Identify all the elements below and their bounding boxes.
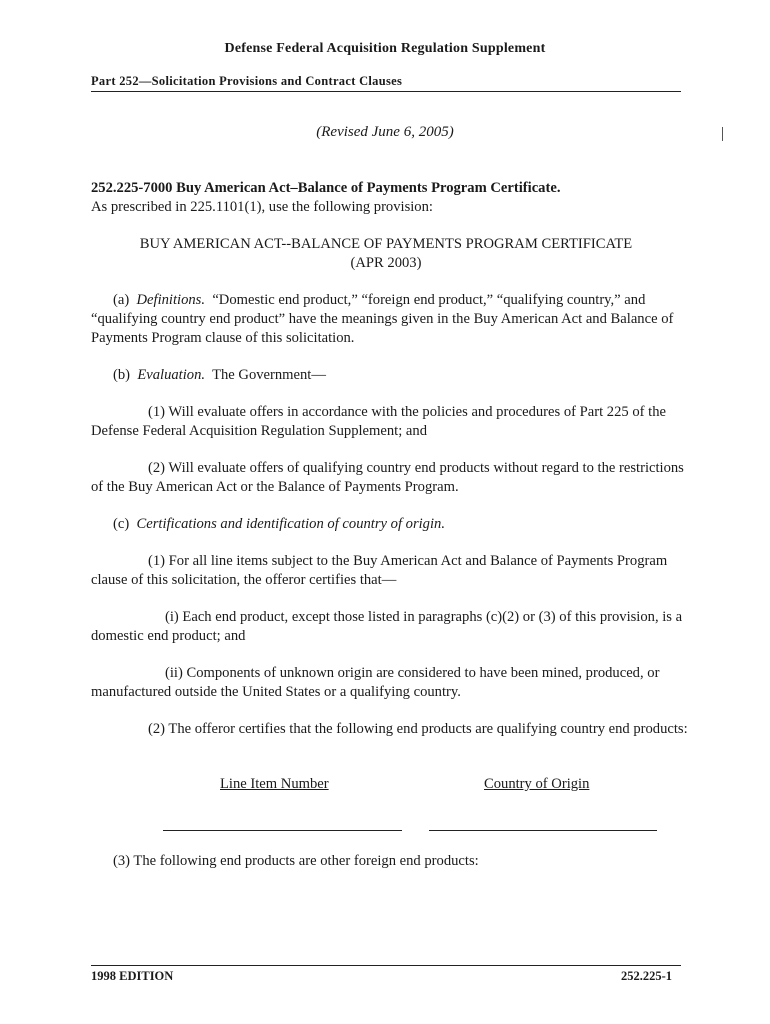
paragraph-b1: (1) Will evaluate offers in accordance with the policies and procedures of Part 225 of the Defense Federal Acquisition Regulation Supplement; and xyxy=(91,404,666,439)
column-header-line-item: Line Item Number xyxy=(220,776,329,792)
footer-divider xyxy=(91,965,681,966)
paragraph-a-text: “Domestic end product,” “foreign end product,” “qualifying country,” and “qualifying country end product” have the meanings given in the Buy American Act and Balance of Payments Program clause of this solicitation. xyxy=(91,292,674,346)
document-title: Defense Federal Acquisition Regulation Supplement xyxy=(224,41,546,56)
revision-date: (Revised June 6, 2005) xyxy=(316,124,454,140)
paragraph-c2: (2) The offeror certifies that the following end products are qualifying country end products: xyxy=(148,721,688,737)
footer-edition: 1998 EDITION xyxy=(91,969,174,983)
section-title: 252.225-7000 Buy American Act–Balance of Payments Program Certificate. xyxy=(91,180,561,196)
paragraph-c-heading: Certifications and identification of country of origin. xyxy=(136,516,445,532)
paragraph-c xyxy=(91,515,691,534)
paragraph-b xyxy=(91,366,691,385)
provision-title-line1: BUY AMERICAN ACT--BALANCE OF PAYMENTS PROGRAM CERTIFICATE xyxy=(139,236,633,252)
paragraph-b-text: The Government— xyxy=(212,367,326,383)
header-divider xyxy=(91,91,681,92)
paragraph-c1-ii: (ii) Components of unknown origin are considered to have been mined, produced, or manufactured outside the United States or a qualifying country. xyxy=(91,665,660,700)
paragraph-a xyxy=(91,291,691,348)
section-heading xyxy=(91,179,691,217)
section-prescription: As prescribed in 225.1101(1), use the following provision: xyxy=(91,199,433,215)
paragraph-a-label: (a) xyxy=(113,292,130,308)
paragraph-c1-i: (i) Each end product, except those listed in paragraphs (c)(2) or (3) of this provision, is a domestic end product; and xyxy=(91,609,683,644)
paragraph-c3: (3) The following end products are other foreign end products: xyxy=(113,853,479,869)
column-header-country: Country of Origin xyxy=(484,776,590,792)
paragraph-b-heading: Evaluation. xyxy=(137,367,206,383)
country-fill-line xyxy=(429,830,657,831)
paragraph-c1: (1) For all line items subject to the Buy American Act and Balance of Payments Program clause of this solicitation, the offeror certifies that— xyxy=(91,553,668,588)
paragraph-c-label: (c) xyxy=(113,516,130,532)
paragraph-a-heading: Definitions. xyxy=(136,292,206,308)
line-item-fill-line xyxy=(163,830,402,831)
paragraph-b-label: (b) xyxy=(113,367,131,383)
part-heading: Part 252—Solicitation Provisions and Contract Clauses xyxy=(91,74,403,88)
provision-title xyxy=(91,235,681,273)
paragraph-b2: (2) Will evaluate offers of qualifying country end products without regard to the restrictions of the Buy American Act or the Balance of Payments Program. xyxy=(91,460,684,495)
change-bar xyxy=(722,127,723,141)
provision-title-line2: (APR 2003) xyxy=(350,255,422,271)
footer-page-number: 252.225-1 xyxy=(620,969,672,983)
